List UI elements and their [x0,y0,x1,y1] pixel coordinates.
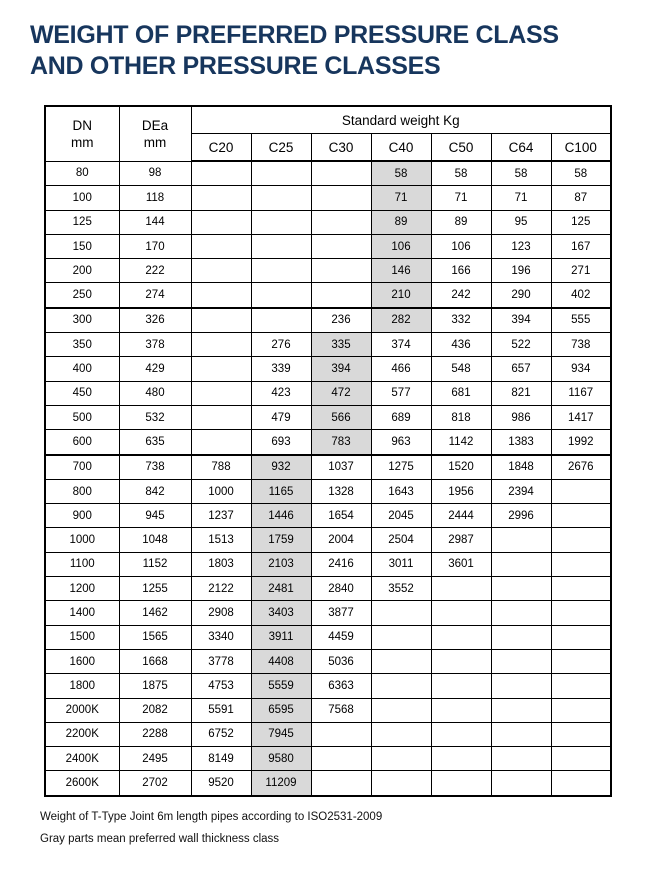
col-header-standard-weight: Standard weight Kg [191,106,611,134]
weight-cell-c100: 555 [551,308,611,333]
weight-cell-c25: 693 [251,430,311,455]
col-header-class-c100: C100 [551,134,611,162]
weight-cell-c40: 146 [371,259,431,283]
weight-cell-c25: 2103 [251,552,311,576]
weight-cell-c30: 1654 [311,504,371,528]
weight-cell-c25: 9580 [251,747,311,771]
weight-cell-c50: 2444 [431,504,491,528]
weight-cell-c20 [191,381,251,405]
weight-cell-c30: 566 [311,405,371,429]
dea-cell: 1875 [119,674,191,698]
weight-cell-c20 [191,405,251,429]
weight-cell-c40: 577 [371,381,431,405]
dea-cell: 222 [119,259,191,283]
weight-cell-c100: 934 [551,357,611,381]
weight-cell-c100 [551,528,611,552]
table-row-dn-2600k [45,771,611,796]
weight-cell-c50 [431,601,491,625]
weight-cell-c50: 2987 [431,528,491,552]
weight-cell-c30: 3877 [311,601,371,625]
weight-cell-c50 [431,771,491,796]
weight-cell-c30 [311,186,371,210]
dea-cell: 2082 [119,698,191,722]
weight-cell-c20: 2908 [191,601,251,625]
weight-cell-c30 [311,722,371,746]
weight-cell-c50 [431,674,491,698]
table-row-dn-350 [45,333,611,357]
weight-cell-c20 [191,283,251,308]
weight-cell-c30: 2840 [311,577,371,601]
weight-cell-c40 [371,601,431,625]
weight-cell-c64 [491,747,551,771]
weight-cell-c64: 123 [491,234,551,258]
weight-cell-c25: 7945 [251,722,311,746]
dn-cell: 80 [45,161,119,186]
weight-cell-c20 [191,308,251,333]
col-header-dn [45,106,119,161]
weight-cell-c30: 1328 [311,479,371,503]
weight-cell-c40 [371,649,431,673]
weight-cell-c30: 1037 [311,455,371,480]
weight-cell-c100 [551,577,611,601]
dn-cell: 250 [45,283,119,308]
weight-cell-c20: 9520 [191,771,251,796]
table-row-dn-1400 [45,601,611,625]
footnotes [40,806,672,850]
weight-cell-c20 [191,186,251,210]
dea-cell: 945 [119,504,191,528]
page-title [0,0,672,82]
table-row-dn-1600 [45,649,611,673]
weight-cell-c50: 166 [431,259,491,283]
weight-cell-c100: 1417 [551,405,611,429]
weight-cell-c20 [191,333,251,357]
weight-cell-c30: 5036 [311,649,371,673]
weight-cell-c25 [251,308,311,333]
dn-cell: 1100 [45,552,119,576]
weight-cell-c64: 821 [491,381,551,405]
weight-cell-c64: 657 [491,357,551,381]
dn-cell: 200 [45,259,119,283]
weight-cell-c50: 242 [431,283,491,308]
col-header-dea-label: DEa [141,117,169,133]
weight-cell-c40: 89 [371,210,431,234]
weight-cell-c50: 332 [431,308,491,333]
weight-cell-c40: 3552 [371,577,431,601]
weight-cell-c64: 1848 [491,455,551,480]
table-row-dn-1500 [45,625,611,649]
weight-cell-c20: 1803 [191,552,251,576]
dn-cell: 350 [45,333,119,357]
weight-cell-c100 [551,504,611,528]
weight-cell-c40: 210 [371,283,431,308]
weight-cell-c25: 1759 [251,528,311,552]
weight-cell-c50 [431,625,491,649]
table-row-dn-1800 [45,674,611,698]
weight-cell-c20: 1000 [191,479,251,503]
col-header-dn-label: DN [72,117,92,133]
table-row-dn-200 [45,259,611,283]
col-header-class-c20: C20 [191,134,251,162]
weight-cell-c40: 282 [371,308,431,333]
dea-cell: 1152 [119,552,191,576]
table-row-dn-700 [45,455,611,480]
table-row-dn-100 [45,186,611,210]
weight-cell-c25: 3911 [251,625,311,649]
weight-cell-c30 [311,161,371,186]
col-header-dn-unit: mm [71,134,94,150]
weight-cell-c40: 1643 [371,479,431,503]
weight-cell-c64: 522 [491,333,551,357]
dn-cell: 400 [45,357,119,381]
dn-cell: 1600 [45,649,119,673]
weight-cell-c64 [491,649,551,673]
weight-cell-c20: 2122 [191,577,251,601]
weight-cell-c50: 3601 [431,552,491,576]
dn-cell: 2000K [45,698,119,722]
weight-cell-c20: 8149 [191,747,251,771]
table-row-dn-800 [45,479,611,503]
weight-cell-c20 [191,210,251,234]
dn-cell: 2400K [45,747,119,771]
weight-cell-c20 [191,259,251,283]
weight-cell-c30: 394 [311,357,371,381]
weight-cell-c30: 7568 [311,698,371,722]
weight-cell-c20: 3340 [191,625,251,649]
weight-cell-c30: 6363 [311,674,371,698]
weight-cell-c64: 394 [491,308,551,333]
weight-cell-c64 [491,771,551,796]
weight-cell-c20: 5591 [191,698,251,722]
table-row-dn-450 [45,381,611,405]
weight-cell-c20: 788 [191,455,251,480]
dn-cell: 450 [45,381,119,405]
weight-cell-c40: 58 [371,161,431,186]
weight-cell-c50 [431,698,491,722]
weight-cell-c20: 1513 [191,528,251,552]
dea-cell: 326 [119,308,191,333]
weight-cell-c30: 4459 [311,625,371,649]
dea-cell: 532 [119,405,191,429]
weight-cell-c30 [311,747,371,771]
table-row-dn-500 [45,405,611,429]
weight-cell-c64: 1383 [491,430,551,455]
dea-cell: 2495 [119,747,191,771]
weight-cell-c25: 276 [251,333,311,357]
weight-cell-c25: 3403 [251,601,311,625]
weight-cell-c30: 472 [311,381,371,405]
weight-cell-c40: 106 [371,234,431,258]
weight-cell-c100: 125 [551,210,611,234]
weight-cell-c30 [311,210,371,234]
weight-cell-c25: 11209 [251,771,311,796]
dea-cell: 144 [119,210,191,234]
dn-cell: 2600K [45,771,119,796]
weight-cell-c25: 4408 [251,649,311,673]
weight-cell-c100: 87 [551,186,611,210]
dea-cell: 1255 [119,577,191,601]
weight-cell-c40 [371,771,431,796]
table-row-dn-300 [45,308,611,333]
weight-cell-c40: 374 [371,333,431,357]
weight-cell-c40: 3011 [371,552,431,576]
table-row-dn-2200k [45,722,611,746]
weight-cell-c100: 271 [551,259,611,283]
weight-cell-c30: 2416 [311,552,371,576]
dn-cell: 1500 [45,625,119,649]
weight-cell-c64 [491,601,551,625]
weight-cell-c64: 95 [491,210,551,234]
weight-cell-c100 [551,649,611,673]
weight-cell-c64: 290 [491,283,551,308]
dn-cell: 500 [45,405,119,429]
weight-cell-c50 [431,747,491,771]
dn-cell: 300 [45,308,119,333]
weight-cell-c30: 335 [311,333,371,357]
weight-cell-c50: 1520 [431,455,491,480]
weight-cell-c40: 1275 [371,455,431,480]
weight-cell-c40: 963 [371,430,431,455]
weight-cell-c64 [491,722,551,746]
dn-cell: 1200 [45,577,119,601]
weight-cell-c100 [551,722,611,746]
table-row-dn-80 [45,161,611,186]
weight-cell-c100: 167 [551,234,611,258]
dea-cell: 842 [119,479,191,503]
weight-cell-c50: 1956 [431,479,491,503]
page-title-line-1: WEIGHT OF PREFERRED PRESSURE CLASS [30,21,559,49]
weight-cell-c25 [251,234,311,258]
table-row-dn-125 [45,210,611,234]
weight-cell-c30 [311,234,371,258]
dn-cell: 900 [45,504,119,528]
table-header [45,106,611,161]
col-header-dea-unit: mm [143,134,167,150]
weight-cell-c64: 196 [491,259,551,283]
weight-cell-c100: 2676 [551,455,611,480]
weight-cell-c50: 818 [431,405,491,429]
table-row-dn-2400k [45,747,611,771]
weight-cell-c25 [251,283,311,308]
weight-cell-c25: 2481 [251,577,311,601]
weight-cell-c40: 71 [371,186,431,210]
weight-cell-c50: 1142 [431,430,491,455]
weight-cell-c64: 2996 [491,504,551,528]
weight-cell-c25: 339 [251,357,311,381]
weight-cell-c25: 479 [251,405,311,429]
weight-cell-c100 [551,698,611,722]
weight-cell-c25: 6595 [251,698,311,722]
weight-cell-c30: 783 [311,430,371,455]
table-row-dn-250 [45,283,611,308]
weight-cell-c40: 2504 [371,528,431,552]
weight-cell-c64: 71 [491,186,551,210]
table-row-dn-600 [45,430,611,455]
weight-cell-c100 [551,601,611,625]
weight-cell-c25 [251,161,311,186]
weight-cell-c50: 681 [431,381,491,405]
weight-cell-c100: 1167 [551,381,611,405]
dea-cell: 1668 [119,649,191,673]
weight-cell-c100: 738 [551,333,611,357]
weight-cell-c20: 3778 [191,649,251,673]
weight-cell-c30: 2004 [311,528,371,552]
weight-cell-c64 [491,698,551,722]
dea-cell: 170 [119,234,191,258]
col-header-class-c40: C40 [371,134,431,162]
weight-cell-c40: 2045 [371,504,431,528]
dn-cell: 150 [45,234,119,258]
weight-cell-c100: 402 [551,283,611,308]
weight-cell-c64: 986 [491,405,551,429]
weight-cell-c100: 58 [551,161,611,186]
weight-cell-c64 [491,528,551,552]
weight-cell-c30: 236 [311,308,371,333]
col-header-class-c50: C50 [431,134,491,162]
weight-cell-c64 [491,625,551,649]
weight-cell-c25 [251,210,311,234]
weight-cell-c30 [311,283,371,308]
weight-cell-c40 [371,674,431,698]
weight-cell-c20: 6752 [191,722,251,746]
dea-cell: 1565 [119,625,191,649]
dn-cell: 1000 [45,528,119,552]
weight-cell-c50: 71 [431,186,491,210]
weight-cell-c100 [551,747,611,771]
weight-cell-c20 [191,161,251,186]
col-header-class-c64: C64 [491,134,551,162]
weight-cell-c64 [491,577,551,601]
weight-cell-c40 [371,722,431,746]
dea-cell: 2702 [119,771,191,796]
dea-cell: 1462 [119,601,191,625]
dn-cell: 800 [45,479,119,503]
weight-cell-c100 [551,479,611,503]
col-header-dea [119,106,191,161]
weight-cell-c64: 58 [491,161,551,186]
weight-cell-c25 [251,259,311,283]
weight-cell-c50: 436 [431,333,491,357]
weight-cell-c25 [251,186,311,210]
weight-cell-c50 [431,649,491,673]
weight-cell-c20: 4753 [191,674,251,698]
weight-cell-c100 [551,771,611,796]
page-title-line-2: AND OTHER PRESSURE CLASSES [30,52,441,80]
dea-cell: 738 [119,455,191,480]
table-row-dn-1200 [45,577,611,601]
footnote-gray-legend: Gray parts mean preferred wall thickness class [40,832,280,845]
weight-cell-c50: 548 [431,357,491,381]
dn-cell: 125 [45,210,119,234]
dn-cell: 100 [45,186,119,210]
dea-cell: 480 [119,381,191,405]
weight-cell-c100: 1992 [551,430,611,455]
table-row-dn-900 [45,504,611,528]
weight-cell-c100 [551,552,611,576]
weight-cell-c64 [491,552,551,576]
col-header-class-c25: C25 [251,134,311,162]
dea-cell: 429 [119,357,191,381]
col-header-class-c30: C30 [311,134,371,162]
weight-cell-c25: 1165 [251,479,311,503]
weight-cell-c20: 1237 [191,504,251,528]
weight-cell-c20 [191,357,251,381]
weight-cell-c25: 1446 [251,504,311,528]
footnote-standard: Weight of T-Type Joint 6m length pipes according to ISO2531-2009 [40,810,383,823]
dn-cell: 2200K [45,722,119,746]
weight-cell-c40 [371,698,431,722]
dn-cell: 1800 [45,674,119,698]
weight-cell-c100 [551,625,611,649]
table-body [45,161,611,796]
weight-cell-c40 [371,747,431,771]
weight-cell-c64 [491,674,551,698]
dea-cell: 635 [119,430,191,455]
dea-cell: 118 [119,186,191,210]
table-row-dn-400 [45,357,611,381]
weight-cell-c25: 423 [251,381,311,405]
weight-cell-c30 [311,771,371,796]
header-row-top [45,106,611,134]
table-row-dn-2000k [45,698,611,722]
dea-cell: 1048 [119,528,191,552]
weight-cell-c100 [551,674,611,698]
weight-cell-c40: 466 [371,357,431,381]
dn-cell: 700 [45,455,119,480]
weight-cell-c25: 5559 [251,674,311,698]
table-row-dn-150 [45,234,611,258]
weight-cell-c64: 2394 [491,479,551,503]
table-row-dn-1000 [45,528,611,552]
weight-cell-c20 [191,234,251,258]
weight-cell-c50 [431,577,491,601]
weight-cell-c25: 932 [251,455,311,480]
pressure-class-weight-table [44,105,612,797]
weight-cell-c50: 58 [431,161,491,186]
weight-cell-c20 [191,430,251,455]
dn-cell: 600 [45,430,119,455]
dea-cell: 378 [119,333,191,357]
weight-cell-c40 [371,625,431,649]
weight-cell-c40: 689 [371,405,431,429]
dn-cell: 1400 [45,601,119,625]
dea-cell: 2288 [119,722,191,746]
weight-cell-c50: 89 [431,210,491,234]
weight-cell-c50: 106 [431,234,491,258]
dea-cell: 98 [119,161,191,186]
weight-cell-c30 [311,259,371,283]
dea-cell: 274 [119,283,191,308]
weight-cell-c50 [431,722,491,746]
table-row-dn-1100 [45,552,611,576]
